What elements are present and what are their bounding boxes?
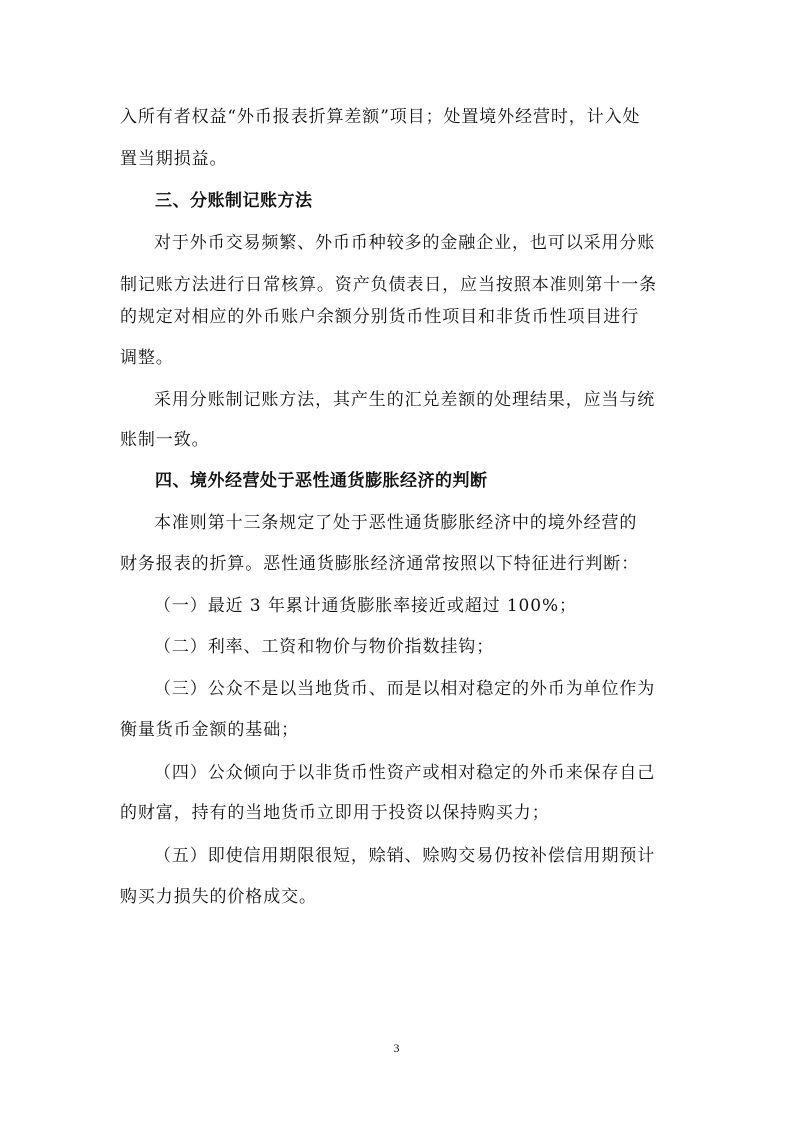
list-item-3-continued: 衡量货币金额的基础； xyxy=(120,720,299,740)
paragraph-line: 制记账方法进行日常核算。资产负债表日，应当按照本准则第十一条 xyxy=(120,275,657,295)
list-item-5-continued: 购买力损失的价格成交。 xyxy=(120,887,317,907)
list-item-3: （三）公众不是以当地货币、而是以相对稳定的外币为单位作为 xyxy=(154,679,656,699)
paragraph-line: 本准则第十三条规定了处于恶性通货膨胀经济中的境外经营的 xyxy=(154,513,638,533)
list-item-4-continued: 的财富，持有的当地货币立即用于投资以保持购买力； xyxy=(120,803,550,823)
paragraph-line: 账制一致。 xyxy=(120,430,210,450)
section-3-heading: 三、分账制记账方法 xyxy=(155,191,313,211)
list-item-2: （二）利率、工资和物价与物价指数挂钩； xyxy=(154,637,495,657)
list-item-1: （一）最近 3 年累计通货膨胀率接近或超过 100%； xyxy=(154,596,577,616)
section-4-heading: 四、境外经营处于恶性通货膨胀经济的判断 xyxy=(155,471,488,491)
paragraph-line: 调整。 xyxy=(120,348,174,368)
page-number: 3 xyxy=(393,1041,400,1055)
paragraph-line: 的规定对相应的外币账户余额分别货币性项目和非货币性项目进行 xyxy=(120,307,640,327)
list-item-4: （四）公众倾向于以非货币性资产或相对稳定的外币来保存自己 xyxy=(154,763,656,783)
paragraph-line: 采用分账制记账方法，其产生的汇兑差额的处理结果，应当与统 xyxy=(154,390,656,410)
paragraph-line: 对于外币交易频繁、外币币种较多的金融企业，也可以采用分账 xyxy=(154,233,656,253)
intro-line-1: 入所有者权益“外币报表折算差额”项目；处置境外经营时，计入处 xyxy=(120,107,641,127)
paragraph-line: 财务报表的折算。恶性通货膨胀经济通常按照以下特征进行判断： xyxy=(120,554,640,574)
intro-line-2: 置当期损益。 xyxy=(120,149,228,169)
list-item-5: （五）即使信用期限很短，赊销、赊购交易仍按补偿信用期预计 xyxy=(154,846,656,866)
